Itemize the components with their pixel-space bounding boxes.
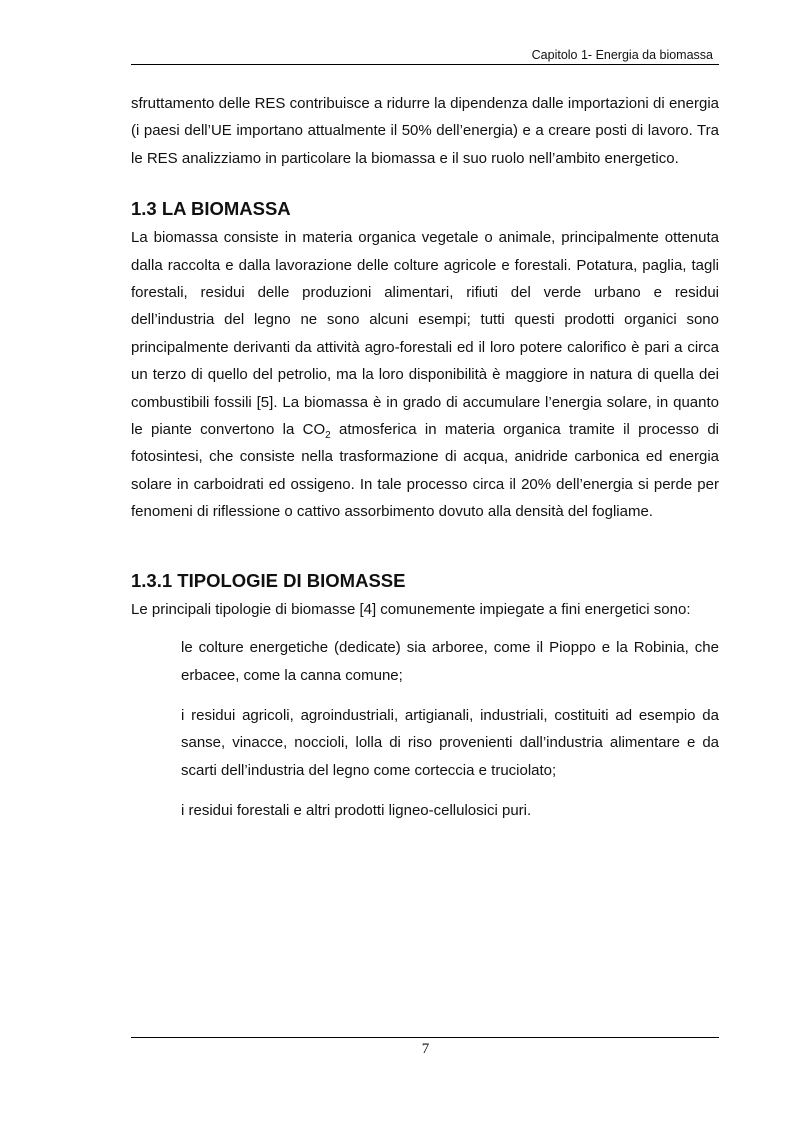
intro-paragraph: sfruttamento delle RES contribuisce a ridurre la dipendenza dalle importazioni di energia (i paesi dell’UE importano attualmente il 50% dell’energia) e a creare posti di lavoro. Tra le RES analizziamo in particolare la biomassa e il suo ruolo nell’ambito energetico. (131, 95, 719, 167)
list-item: i residui agricoli, agroindustriali, artigianali, industriali, costituiti ad esempio da sanse, vinacce, noccioli, lolla di riso provenienti dall’industria alimentare e da scarti dell’industria del legno come corteccia e truciolato; (181, 706, 719, 779)
section-heading-tipologie: 1.3.1 TIPOLOGIE DI BIOMASSE (131, 569, 406, 591)
co2-subscript: 2 (325, 430, 331, 442)
list-item: i residui forestali e altri prodotti ligneo-cellulosici puri. (181, 802, 532, 820)
biomassa-text-part1: La biomassa consiste in materia organica vegetale o animale, principalmente ottenuta dalla raccolta e dalla lavorazione delle colture agricole e forestali. Potatura, paglia, tagli forestali, residui delle produzioni alimentari, rifiuti del verde urbano e residui dell’industria del legno ne sono alcuni esempi; tutti questi prodotti organici sono principalmente derivanti da attività agro-forestali ed il loro potere calorifico è pari a circa un terzo di quello del petrolio, ma la loro disponibilità è maggiore in natura di quella dei combustibili fossili [5]. La biomassa è in grado di accumulare l’energia solare, in quanto le piante convertono la CO (131, 229, 719, 439)
chapter-title: Capitolo 1- Energia da biomassa (531, 48, 713, 62)
biomassa-text-part2: atmosferica in materia organica tramite il processo di fotosintesi, che consiste nella trasformazione di acqua, anidride carbonica ed energia solare in carboidrati ed ossigeno. In tale processo circa il 20% dell’energia si perde per fenomeni di riflessione o cattivo assorbimento dovuto alla densità del fogliame. (131, 421, 719, 521)
tipologie-intro-paragraph: Le principali tipologie di biomasse [4] comunemente impiegate a fini energetici sono: (131, 600, 691, 618)
running-header (131, 46, 719, 65)
footer-divider (131, 1037, 719, 1038)
page-number: 7 (421, 1041, 430, 1057)
biomass-types-list (131, 634, 719, 824)
page-body (131, 90, 719, 838)
list-item: le colture energetiche (dedicate) sia arboree, come il Pioppo e la Robinia, che erbacee, come la canna comune; (181, 639, 719, 684)
section-heading-biomassa: 1.3 LA BIOMASSA (131, 198, 291, 220)
biomassa-paragraph (131, 224, 719, 525)
